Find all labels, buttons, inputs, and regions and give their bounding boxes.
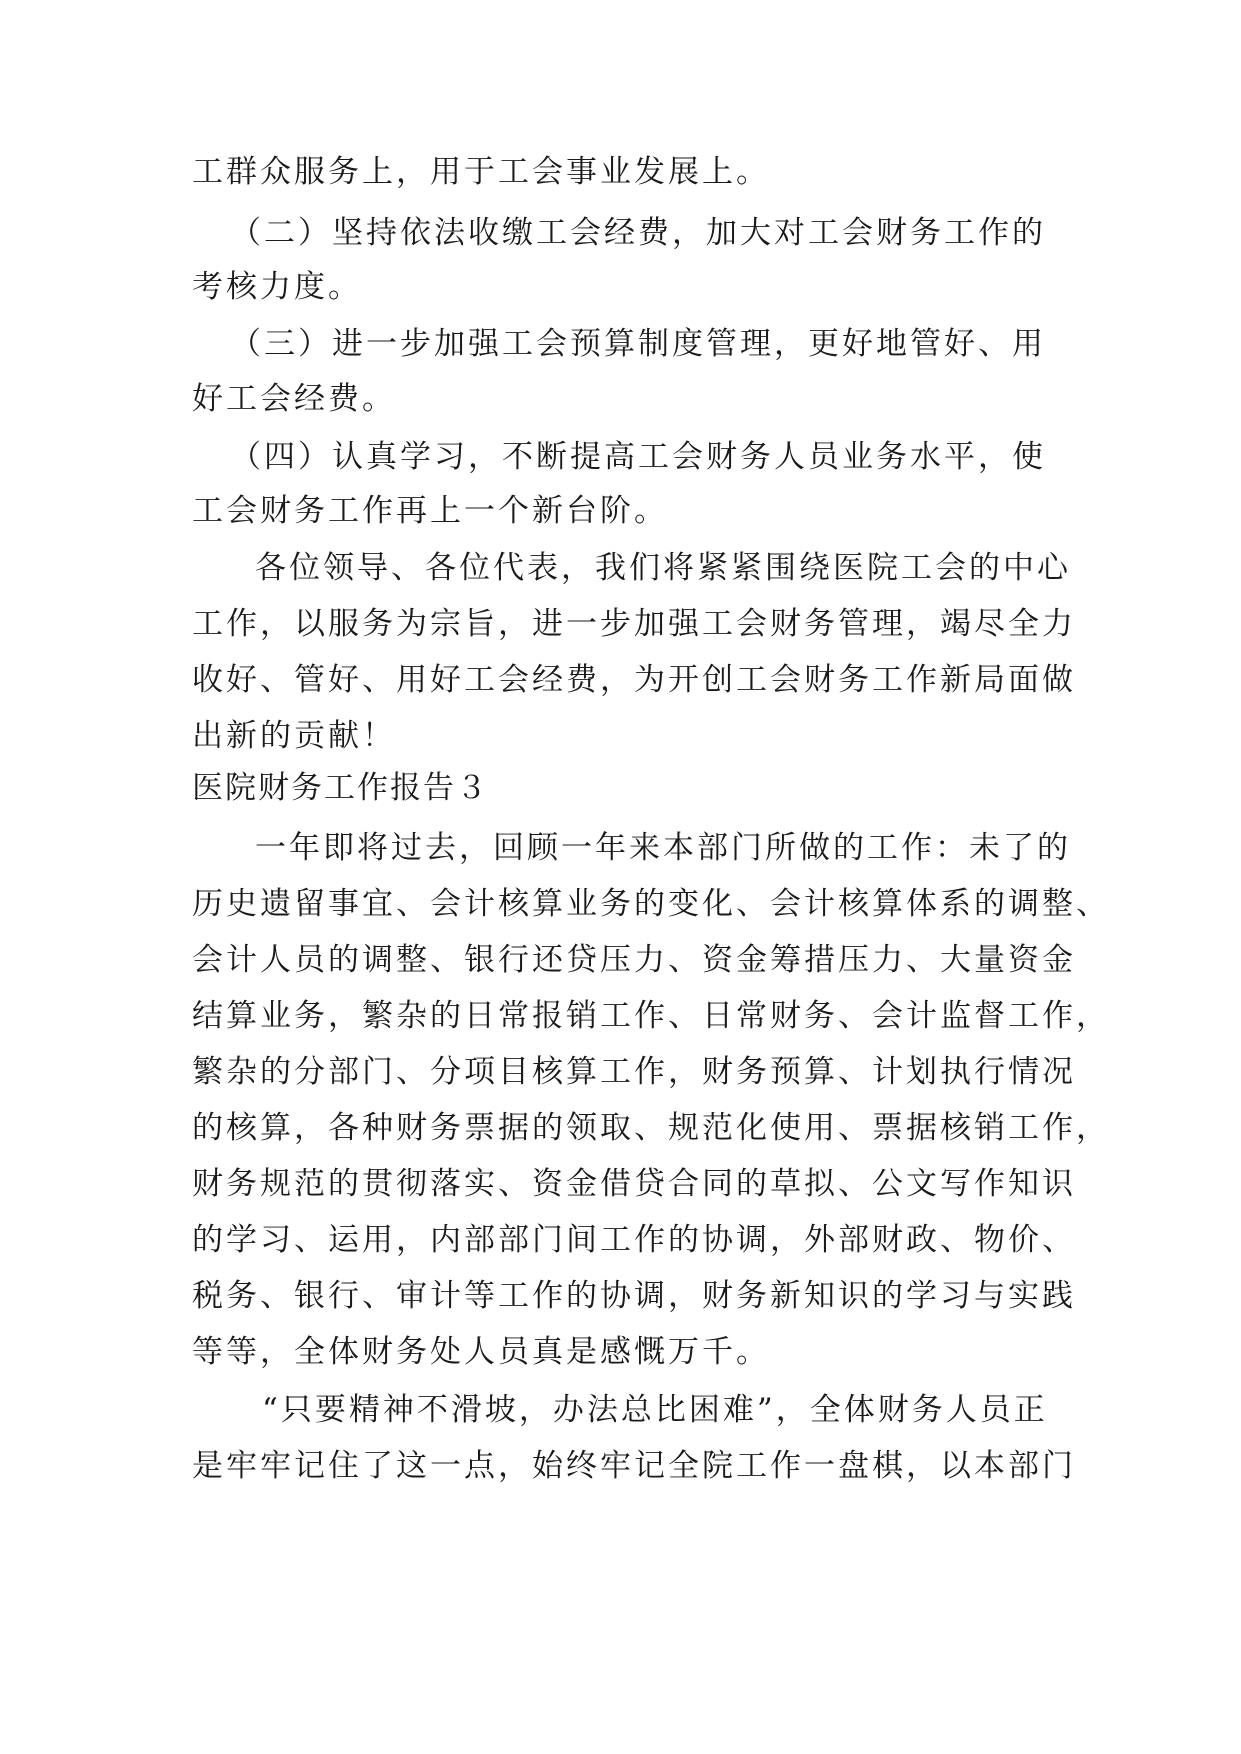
text-line: 各位领导、各位代表，我们将紧紧围绕医院工会的中心 [255, 550, 1071, 586]
text-line: 好工会经费。 [192, 381, 396, 417]
text-line: 结算业务，繁杂的日常报销工作、日常财务、会计监督工作， [192, 998, 1110, 1034]
text-line: “只要精神不滑坡，办法总比困难”，全体财务人员正 [262, 1392, 1048, 1428]
text-line: 的学习、运用，内部部门间工作的协调，外部财政、物价、 [192, 1222, 1076, 1258]
text-line: （二）坚持依法收缴工会经费，加大对工会财务工作的 [230, 215, 1046, 251]
text-line: 是牢牢记住了这一点，始终牢记全院工作一盘棋，以本部门 [192, 1448, 1076, 1484]
text-line: 出新的贡献！ [192, 718, 396, 754]
text-line: 收好、管好、用好工会经费，为开创工会财务工作新局面做 [192, 662, 1076, 698]
text-line: 考核力度。 [192, 269, 362, 305]
text-line: （三）进一步加强工会预算制度管理，更好地管好、用 [230, 326, 1046, 362]
text-line: （四）认真学习，不断提高工会财务人员业务水平，使 [230, 439, 1046, 475]
section-heading: 医院财务工作报告３ [192, 770, 489, 806]
text-line: 历史遗留事宜、会计核算业务的变化、会计核算体系的调整、 [192, 886, 1110, 922]
text-line: 工群众服务上，用于工会事业发展上。 [192, 154, 770, 190]
text-line: 工作，以服务为宗旨，进一步加强工会财务管理，竭尽全力 [192, 606, 1076, 642]
text-line: 会计人员的调整、银行还贷压力、资金筹措压力、大量资金 [192, 942, 1076, 978]
text-line: 繁杂的分部门、分项目核算工作，财务预算、计划执行情况 [192, 1054, 1076, 1090]
text-line: 一年即将过去，回顾一年来本部门所做的工作：未了的 [255, 830, 1071, 866]
text-line: 税务、银行、审计等工作的协调，财务新知识的学习与实践 [192, 1278, 1076, 1314]
text-line: 工会财务工作再上一个新台阶。 [192, 493, 668, 529]
text-line: 等等，全体财务处人员真是感慨万千。 [192, 1334, 770, 1370]
text-line: 财务规范的贯彻落实、资金借贷合同的草拟、公文写作知识 [192, 1166, 1076, 1202]
text-line: 的核算，各种财务票据的领取、规范化使用、票据核销工作， [192, 1110, 1110, 1146]
